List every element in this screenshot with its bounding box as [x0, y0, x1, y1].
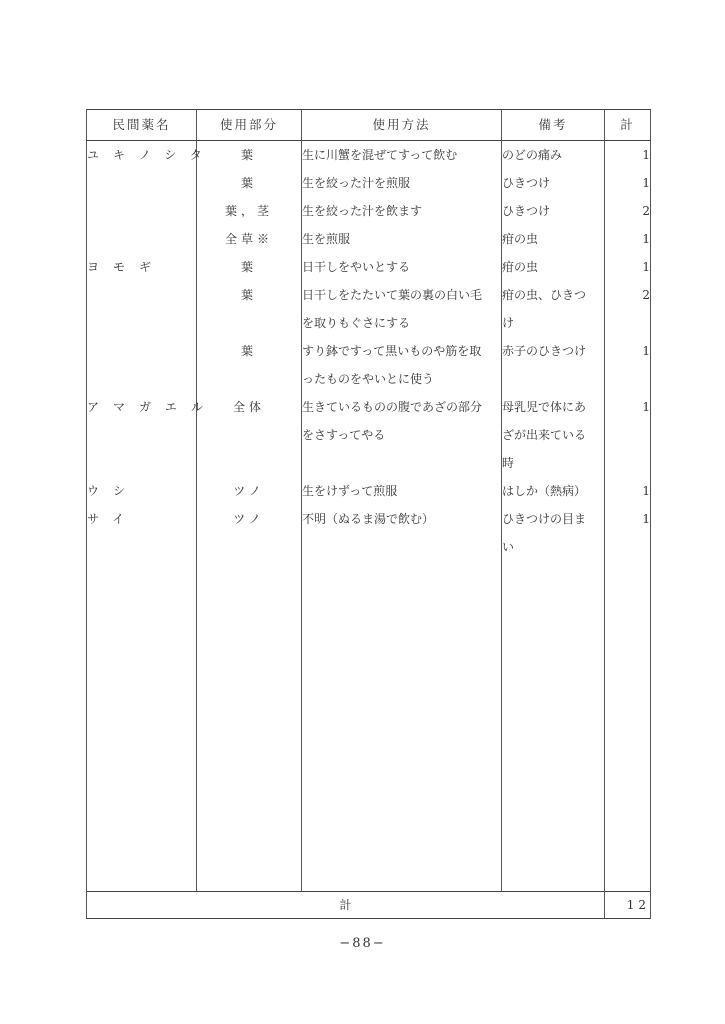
usage-method-cell: [302, 197, 502, 225]
usage-method-cell: [302, 477, 502, 505]
remedy-name-cell: サイ: [87, 505, 197, 561]
document-sheet: [86, 109, 650, 912]
header-name: 民間薬名: [87, 110, 197, 141]
count-cell: 1: [605, 393, 651, 477]
usage-method-cell: [302, 225, 502, 253]
usage-method-line: 日干しをやいとする: [302, 260, 411, 274]
remedy-name-cell: アマガエル: [87, 393, 197, 477]
table-row: [87, 197, 651, 225]
used-part-cell: ツノ: [197, 477, 302, 505]
remedy-name-cell: ユキノシタ: [87, 141, 197, 170]
usage-method-cell: [302, 337, 502, 393]
remedy-name-cell: [87, 225, 197, 253]
table-row: [87, 225, 651, 253]
used-part-cell: 葉: [197, 169, 302, 197]
remarks-cell: [502, 169, 605, 197]
usage-method-line: をさすってやる: [302, 428, 386, 442]
remarks-line: ひきつけの目ま: [502, 512, 587, 526]
remarks-cell: [502, 253, 605, 281]
usage-method-line: 生を絞った汁を飲ます: [302, 204, 423, 218]
usage-method-cell: [302, 253, 502, 281]
used-part-cell: 葉，茎: [197, 197, 302, 225]
usage-method-line: 生きているものの腹であざの部分: [302, 400, 483, 414]
remedy-name-cell: ウシ: [87, 477, 197, 505]
remarks-line: ひきつけ: [502, 204, 551, 218]
remarks-line: 疳の虫: [502, 232, 539, 246]
used-part-cell: 全体: [197, 393, 302, 477]
total-value: 12: [605, 892, 651, 919]
header-use: 使用方法: [302, 110, 502, 141]
table-row: [87, 253, 651, 281]
usage-method-line: 不明（ぬるま湯で飲む）: [302, 512, 435, 526]
total-label: 計: [87, 892, 605, 919]
table-row: [87, 337, 651, 393]
used-part-cell: 葉: [197, 337, 302, 393]
usage-method-line: ったものをやいとに使う: [302, 372, 435, 386]
table-body: [87, 141, 651, 562]
header-part: 使用部分: [197, 110, 302, 141]
empty-cell: [302, 561, 502, 892]
used-part-cell: 全草※: [197, 225, 302, 253]
folk-medicine-table: [86, 109, 651, 919]
table-row: [87, 505, 651, 561]
usage-method-line: を取りもぐさにする: [302, 316, 411, 330]
remarks-cell: [502, 281, 605, 337]
count-cell: 1: [605, 505, 651, 561]
remarks-line: はしか（熱病）: [502, 484, 587, 498]
total-row: [87, 892, 651, 919]
empty-space-row: [87, 561, 651, 892]
remarks-line: 疳の虫: [502, 260, 539, 274]
remarks-line: 赤子のひきつけ: [502, 344, 587, 358]
usage-method-cell: [302, 505, 502, 561]
usage-method-cell: [302, 169, 502, 197]
table-row: [87, 393, 651, 477]
usage-method-line: 生をけずって煎服: [302, 484, 398, 498]
remarks-cell: [502, 477, 605, 505]
usage-method-line: 生を絞った汁を煎服: [302, 176, 411, 190]
count-cell: 1: [605, 337, 651, 393]
table-row: [87, 141, 651, 170]
remarks-cell: [502, 225, 605, 253]
count-cell: 2: [605, 197, 651, 225]
usage-method-line: 生に川蟹を混ぜてすって飲む: [302, 148, 458, 162]
remedy-name-cell: ヨモギ: [87, 253, 197, 281]
remedy-name-cell: [87, 281, 197, 337]
empty-cell: [197, 561, 302, 892]
table-header-row: [87, 110, 651, 141]
usage-method-line: 生を煎服: [302, 232, 351, 246]
count-cell: 1: [605, 253, 651, 281]
usage-method-cell: [302, 281, 502, 337]
count-cell: 1: [605, 141, 651, 170]
used-part-cell: 葉: [197, 281, 302, 337]
remarks-cell: [502, 505, 605, 561]
count-cell: 2: [605, 281, 651, 337]
remarks-line: ひきつけ: [502, 176, 551, 190]
header-count: 計: [605, 110, 651, 141]
remedy-name-cell: [87, 169, 197, 197]
remarks-cell: [502, 197, 605, 225]
remarks-line: 時: [502, 456, 515, 470]
remarks-line: 疳の虫、ひきつ: [502, 288, 587, 302]
remedy-name-cell: [87, 337, 197, 393]
usage-method-line: 日干しをたたいて葉の裏の白い毛: [302, 288, 483, 302]
usage-method-cell: [302, 141, 502, 170]
remarks-line: け: [502, 316, 515, 330]
used-part-cell: ツノ: [197, 505, 302, 561]
empty-cell: [502, 561, 605, 892]
count-cell: 1: [605, 225, 651, 253]
usage-method-line: すり鉢ですって黒いものや筋を取: [302, 344, 482, 358]
table-row: [87, 477, 651, 505]
remarks-line: い: [502, 540, 515, 554]
remarks-line: ざが出来ている: [502, 428, 587, 442]
page-number: −88−: [339, 936, 386, 951]
used-part-cell: 葉: [197, 141, 302, 170]
remarks-line: のどの痛み: [502, 148, 563, 162]
table-row: [87, 169, 651, 197]
remarks-cell: [502, 141, 605, 170]
count-cell: 1: [605, 477, 651, 505]
used-part-cell: 葉: [197, 253, 302, 281]
remedy-name-cell: [87, 197, 197, 225]
count-cell: 1: [605, 169, 651, 197]
table-row: [87, 281, 651, 337]
empty-cell: [87, 561, 197, 892]
remarks-cell: [502, 393, 605, 477]
remarks-cell: [502, 337, 605, 393]
header-note: 備考: [502, 110, 605, 141]
usage-method-cell: [302, 393, 502, 477]
remarks-line: 母乳児で体にあ: [502, 400, 587, 414]
empty-cell: [605, 561, 651, 892]
